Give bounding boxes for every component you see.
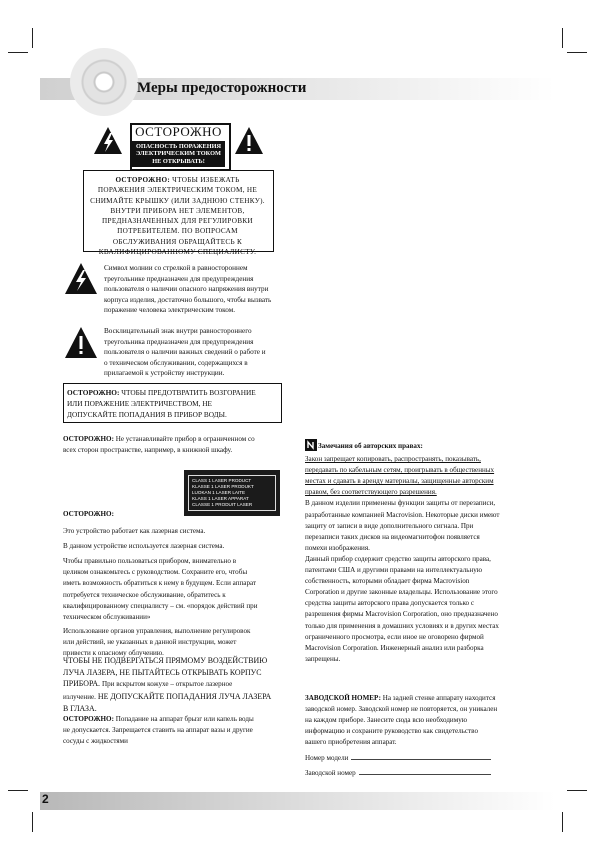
crop-mark <box>562 812 563 832</box>
text-line: иметь возможность обратиться к нему в будущем. Если аппарат <box>63 579 257 588</box>
laser-label-line: KLASSE 1 LASER PRODUKT <box>192 484 254 489</box>
lightning-triangle-icon <box>64 262 98 296</box>
copyright-section <box>305 441 535 665</box>
text-line: Это устройство работает как лазерная система. <box>63 527 206 536</box>
caution-subtitle <box>132 141 225 167</box>
warning-line: ЧТОБЫ ИЗБЕЖАТЬ <box>172 176 240 184</box>
text-line: средства защиты авторского права допускается только с <box>305 599 475 608</box>
text-line: ЧТОБЫ НЕ ПОДВЕРГАТЬСЯ ПРЯМОМУ ВОЗДЕЙСТВИЮ <box>63 656 268 665</box>
serial-label: ЗАВОДСКОЙ НОМЕР: <box>305 694 381 702</box>
text-line: Чтобы правильно пользоваться прибором, внимательно в <box>63 557 237 566</box>
crop-mark <box>562 28 563 48</box>
text-line: сосуды с жидкостями <box>63 737 128 746</box>
text-line: ПРИБОРА. <box>63 679 101 689</box>
model-number-label: Номер модели <box>305 754 349 763</box>
text-line: квалифицированному специалисту – см. «порядок действий при <box>63 601 258 610</box>
text-line: заводской номер. Заводской номер не повторяется, он уникален <box>305 705 498 714</box>
fire-warning-text <box>67 387 277 420</box>
text-line: передавать по кабельным сетям, проигрывать в общественных <box>305 466 495 475</box>
text-line: только для применения в домашних условиях и в других местах <box>305 621 499 630</box>
text-line: В данном устройстве используется лазерная система. <box>63 542 225 551</box>
text-line: Символ молнии со стрелкой в равностороннем <box>104 264 248 272</box>
text-line: ограниченного просмотра, если иное не оговорено фирмой <box>305 632 484 641</box>
text-line: собственность, которыми обладает фирма Macrovision <box>305 577 470 586</box>
text-line: запрещены. <box>305 654 341 663</box>
caution-sub-line: ОПАСНОСТЬ ПОРАЖЕНИЯ <box>135 143 222 150</box>
page-title: Меры предосторожности <box>137 80 307 96</box>
text-line: Не устанавливайте прибор в ограниченном со <box>115 435 255 443</box>
text-line: поражение человека электрическим током. <box>104 306 236 315</box>
warning-label: ОСТОРОЖНО: <box>115 176 171 184</box>
text-line: Восклицательный знак внутри равностороннего <box>104 327 252 335</box>
crop-mark <box>32 28 33 48</box>
text-line: о техническом обслуживании, содержащихся в <box>104 358 248 367</box>
text-line: вашего приобретения аппарат. <box>305 738 397 747</box>
warning-line: ВНУТРИ ПРИБОРА НЕТ ЭЛЕМЕНТОВ, <box>110 206 245 215</box>
caution-title: ОСТОРОЖНО <box>135 124 222 139</box>
crop-mark <box>8 52 28 53</box>
text-line: Закон запрещает копировать, распространять, показывать, <box>305 455 481 464</box>
text-line: Macrovision Corporation. Инженерный анализ или разборка <box>305 643 484 652</box>
install-warning <box>63 434 295 456</box>
water-label: ОСТОРОЖНО: <box>63 715 114 723</box>
text-line: треугольнике предназначен для предупреждения <box>104 274 254 283</box>
disc-icon <box>70 48 138 116</box>
text-line: перезаписи таких дисков на видеомагнитофон появляется <box>305 532 480 541</box>
serial-section <box>305 693 537 779</box>
text-line: На задней стенке аппарату находится <box>382 694 496 702</box>
text-line: целиком ознакомьтесь с руководством. Сохраните его, чтобы <box>63 568 248 577</box>
text-line: пользователя о наличии опасного напряжения внутри <box>104 285 269 294</box>
laser-label-line: LUOKAN 1 LASER LAITE <box>192 490 246 495</box>
text-line: помехи изображения. <box>305 543 370 552</box>
laser-caps-warning <box>63 655 298 715</box>
warning-line: ПОТРЕБИТЕЛЕМ. ПО ВОПРОСАМ <box>117 227 238 236</box>
laser-label-line: KLASS 1 LASER APPARAT <box>192 496 249 501</box>
caution-sub-line: ЭЛЕКТРИЧЕСКИМ ТОКОМ <box>136 150 221 158</box>
warning-line: ПОРАЖЕНИЯ ЭЛЕКТРИЧЕСКИМ ТОКОМ, НЕ <box>97 186 258 195</box>
crop-mark <box>567 52 587 53</box>
crop-mark <box>32 812 33 832</box>
text-line: не допускается. Запрещается ставить на аппарат вазы и другие <box>63 726 253 735</box>
fire-warning-label: ОСТОРОЖНО: <box>67 388 120 397</box>
text-line: ЛУЧА ЛАЗЕРА, НЕ ПЫТАЙТЕСЬ ОТКРЫВАТЬ КОРПУС <box>63 667 262 677</box>
text-line: разрешения фирмы Macrovision Corporation, оно предназначено <box>305 610 498 619</box>
warning-text <box>86 175 269 257</box>
text-line: Попадание на аппарат брызг или капель воды <box>115 715 254 723</box>
text-line: информацию и сохраните руководство как свидетельство <box>305 727 479 736</box>
warning-line: КВАЛИФИЦИРОВАННОМУ СПЕЦИАЛИСТУ. <box>98 248 257 257</box>
text-line: пользователя о наличии важных сведений о работе и <box>104 348 266 357</box>
laser-label-line: CLASSE 1 PRODUIT LASER <box>192 502 253 507</box>
page-number: 2 <box>42 792 49 806</box>
text-line: В данном изделии применены функции защиты от перезаписи, <box>305 499 496 508</box>
copyright-heading: Замечания об авторских правах: <box>318 442 423 450</box>
laser-heading: ОСТОРОЖНО: <box>63 510 114 518</box>
lightning-explanation <box>104 263 294 316</box>
exclamation-triangle-icon <box>64 326 98 360</box>
model-number-field[interactable] <box>351 752 491 760</box>
text-line: ИЛИ ПОРАЖЕНИЕ ЭЛЕКТРИЧЕСТВОМ, НЕ <box>67 399 213 408</box>
crop-mark <box>567 790 587 791</box>
warning-line: ПРЕДНАЗНАЧЕННЫХ ДЛЯ РЕГУЛИРОВКИ <box>102 217 253 226</box>
text-line: потребуется техническое обслуживание, обратитесь к <box>63 590 226 599</box>
text-line: прилагаемой к устройству инструкции. <box>104 369 225 378</box>
install-label: ОСТОРОЖНО: <box>63 435 114 443</box>
text-line: защиту от записи в виде дополнительного сигнала. При <box>305 521 474 530</box>
text-line: патентами США и другими правами на интеллектуальную <box>305 566 483 575</box>
text-line: Использование органов управления, выполнение регулировок <box>63 626 251 635</box>
text-line: Данный прибор содержит средство защиты авторского права, <box>305 554 491 563</box>
text-line: техническом обслуживании» <box>63 612 151 621</box>
text-line: местах и сдавать в аренду материалы, защищенные авторским <box>305 477 494 486</box>
text-line: или действий, не указанных в данной инструкции, может <box>63 637 237 646</box>
warning-line: ОБСЛУЖИВАНИЯ ОБРАЩАЙТЕСЬ К <box>112 237 243 246</box>
text-line: В ГЛАЗА. <box>63 704 97 714</box>
laser-section <box>63 509 298 659</box>
text-line: ЧТОБЫ ПРЕДОТВРАТИТЬ ВОЗГОРАНИЕ <box>121 388 256 397</box>
text-line: правом, без соответствующего разрешения. <box>305 488 437 497</box>
text-line: НЕ ДОПУСКАЙТЕ ПОПАДАНИЯ ЛУЧА ЛАЗЕРА <box>97 691 272 701</box>
text-line: корпуса изделия, достаточно большого, чтобы вызвать <box>104 295 272 304</box>
serial-number-field[interactable] <box>359 767 491 775</box>
text-line: излучение. <box>63 692 96 701</box>
crop-mark <box>8 790 28 791</box>
exclamation-warning-icon <box>234 126 264 156</box>
serial-number-label: Заводской номер <box>305 768 356 777</box>
lightning-warning-icon <box>93 126 123 156</box>
laser-label-line: CLASS 1 LASER PRODUCT <box>192 478 252 483</box>
warning-line: СНИМАЙТЕ КРЫШКУ (ИЛИ ЗАДНЮЮ СТЕНКУ). <box>90 196 265 205</box>
text-line: всех сторон пространстве, например, в книжной шкафу. <box>63 446 233 455</box>
text-line: треугольника предназначен для предупреждения <box>104 337 254 346</box>
caution-sub-line: НЕ ОТКРЫВАТЬ! <box>152 157 205 165</box>
laser-class-label-text <box>188 475 276 511</box>
text-line: разработанные компанией Macrovision. Некоторые диски имеют <box>305 510 500 519</box>
text-line: При вскрытом кожухе – открытое лазерное <box>102 680 233 689</box>
text-line: на каждом приборе. Занесите сюда всю необходимую <box>305 716 468 725</box>
footer-band <box>40 792 555 810</box>
text-line: привести к опасному облучению. <box>63 649 164 658</box>
text-line: ДОПУСКАЙТЕ ПОПАДАНИЯ В ПРИБОР ВОДЫ. <box>67 410 227 419</box>
exclamation-explanation <box>104 326 294 379</box>
text-line: Corporation и другие законные владельцы. Использование этого <box>305 588 498 597</box>
water-warning <box>63 714 298 747</box>
